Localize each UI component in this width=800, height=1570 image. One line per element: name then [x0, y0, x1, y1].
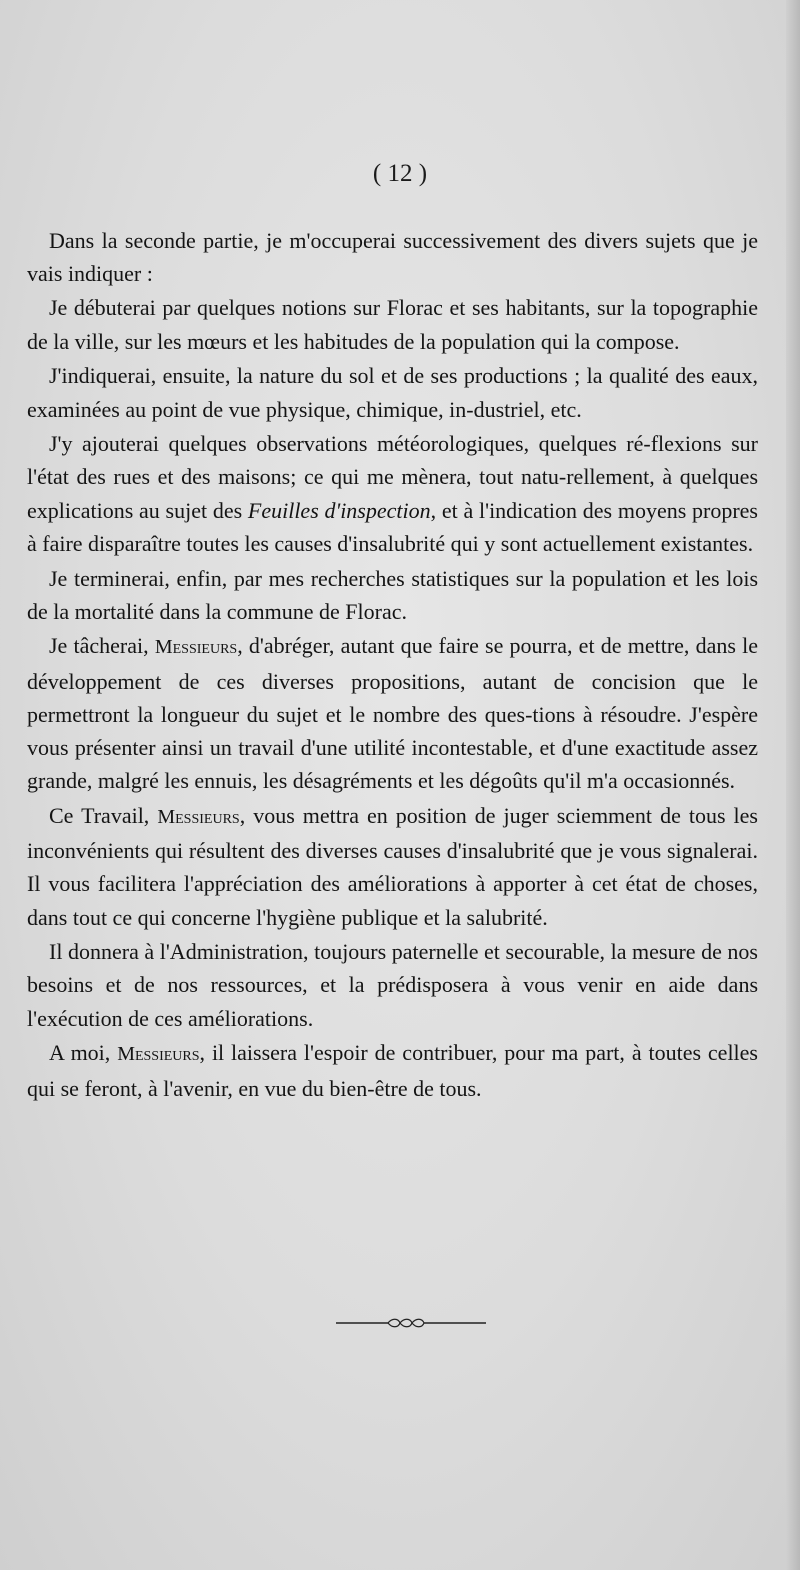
- italic-title: Feuilles d'inspection: [247, 497, 431, 523]
- page-number: ( 12 ): [372, 160, 428, 187]
- paragraph-intro: Dans la seconde partie, je m'occuperai successivement des divers sujets que je vais indiquer :: [27, 227, 758, 286]
- smallcaps-address: Messieurs: [117, 1043, 200, 1066]
- paragraph-statistics: Je terminerai, enfin, par mes recherches statistiques sur la population et les lois de la mortalité dans la commune de Florac.: [27, 565, 758, 624]
- paragraph-soil: J'indiquerai, ensuite, la nature du sol et de ses productions ; la qualité des eaux, examinées au point de vue physique, chimique, in-dustriel, etc.: [27, 363, 758, 422]
- paragraph-closing: A moi, Messieurs, il laissera l'espoir de contribuer, pour ma part, à toutes celles qui se feront, à l'avenir, en vue du bien-être de tous.: [27, 1040, 758, 1101]
- paragraph-work: Ce Travail, Messieurs, vous mettra en position de juger sciemment de tous les inconvénients qui résultent des diverses causes d'insalubrité que je vous signalerai. Il vous facilitera l'appréciation des améliorations à apporter à cet état de choses, dans tout ce qui concerne l'hygiène publique et la salubrité.: [27, 802, 758, 930]
- paragraph-administration: Il donnera à l'Administration, toujours paternelle et secourable, la mesure de nos besoins et de nos ressources, et la prédisposera à vous venir en aide dans l'exécution de ces améliorations.: [27, 939, 758, 1031]
- body-text: [27, 222, 758, 1105]
- smallcaps-address: Messieurs: [157, 805, 240, 828]
- paragraph-florac: Je débuterai par quelques notions sur Florac et ses habitants, sur la topographie de la ville, sur les mœurs et les habitudes de la population qui la compose.: [27, 295, 758, 354]
- ornament-rule-icon: [336, 1317, 486, 1329]
- page-edge-shadow: [786, 0, 800, 1570]
- paragraph-observations: J'y ajouterai quelques observations météorologiques, quelques ré-flexions sur l'état des rues et des maisons; ce qui me mènera, tout natu-rellement, à quelques explications au sujet des Feuilles d'inspection, et à l'indication des moyens propres à faire disparaître toutes les causes d'insalubrité qui y sont actuellement existantes.: [27, 431, 758, 556]
- smallcaps-address: Messieurs: [154, 636, 238, 659]
- paragraph-brevity: Je tâcherai, Messieurs, d'abréger, autant que faire se pourra, et de mettre, dans le développement de ces diverses propositions, autant de concision que le permettront la longueur du sujet et le nombre des ques-tions à résoudre. J'espère vous présenter ainsi un travail d'une utilité incontestable, et d'une exactitude assez grande, malgré les ennuis, les désagréments et les dégoûts qu'il m'a occasionnés.: [27, 633, 759, 794]
